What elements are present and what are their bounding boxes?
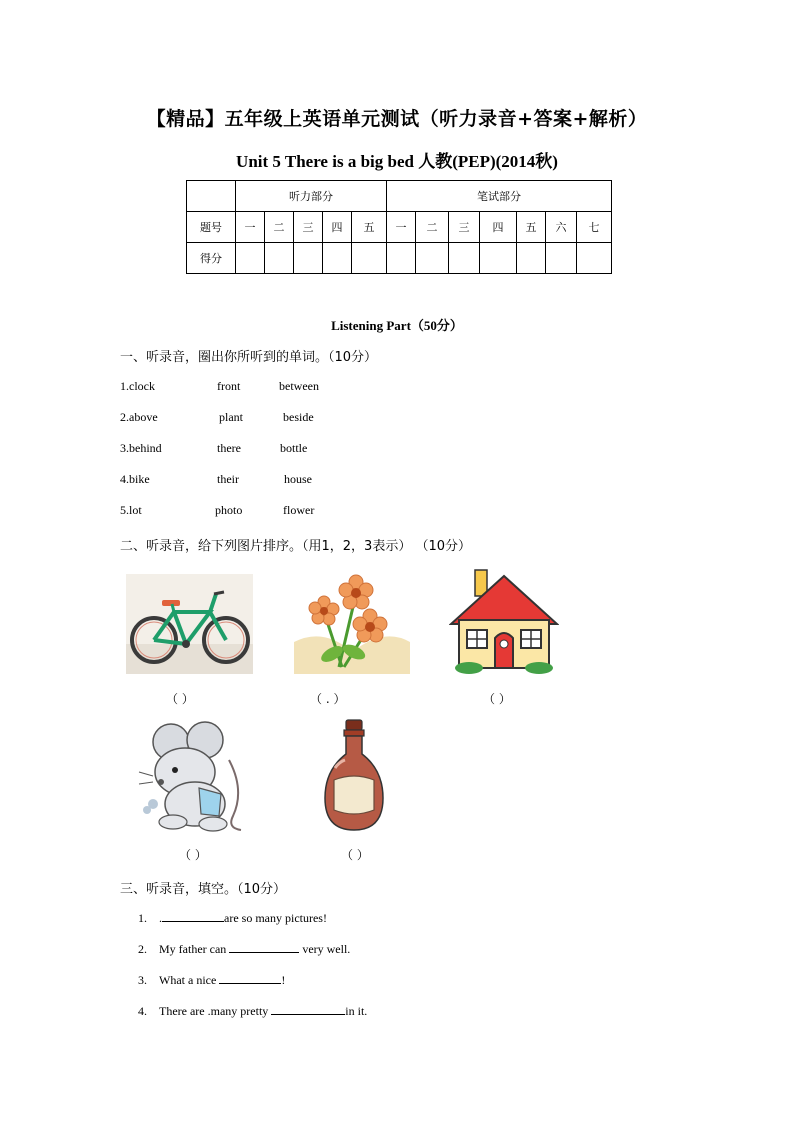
mouse-picture	[133, 720, 251, 834]
fill-post-text: in it.	[345, 1004, 368, 1018]
written-col: 一	[387, 212, 416, 243]
word-option[interactable]: front	[217, 379, 241, 393]
fill-blank[interactable]	[229, 940, 299, 953]
word-option[interactable]: beside	[283, 410, 314, 424]
score-cell[interactable]	[387, 243, 416, 274]
listening-col: 五	[352, 212, 387, 243]
word-option[interactable]: 3.behind	[120, 441, 162, 455]
page-title: 【精品】五年级上英语单元测试（听力录音+答案+解析）	[146, 108, 648, 130]
fill-item-number: 1.	[138, 911, 147, 925]
word-option[interactable]: photo	[215, 503, 243, 517]
written-col: 四	[480, 212, 517, 243]
word-option[interactable]: bottle	[280, 441, 308, 455]
fill-blank[interactable]	[162, 909, 224, 922]
score-cell[interactable]	[449, 243, 480, 274]
flower-icon	[294, 572, 410, 674]
fill-blank[interactable]	[219, 971, 281, 984]
score-cell[interactable]	[323, 243, 352, 274]
word-option[interactable]: house	[284, 472, 312, 486]
listening-col: 二	[265, 212, 294, 243]
word-option[interactable]: their	[217, 472, 239, 486]
page-subtitle: Unit 5 There is a big bed 人教(PEP)(2014秋)	[236, 152, 558, 171]
fill-pre-text: What a nice	[159, 973, 217, 987]
written-header: 笔试部分	[387, 181, 612, 212]
answer-paren[interactable]: （ . ）	[310, 692, 346, 706]
fill-post-text: very well.	[302, 942, 351, 956]
section2-heading: 二、听录音，给下列图片排序。（用1，2，3表示） （10分）	[120, 539, 471, 554]
section1-heading: 一、听录音，圈出你所听到的单词。（10分）	[120, 350, 378, 365]
bicycle-icon	[126, 574, 253, 674]
score-cell[interactable]	[546, 243, 577, 274]
fill-post-text: are so many pictures!	[224, 911, 327, 925]
word-option[interactable]: plant	[219, 410, 243, 424]
fill-blank[interactable]	[271, 1002, 345, 1015]
bottle-picture	[321, 718, 387, 834]
answer-paren[interactable]: （ ）	[179, 848, 207, 862]
fill-pre-text: .	[159, 911, 162, 925]
word-option[interactable]: there	[217, 441, 241, 455]
house-icon	[449, 568, 559, 676]
listening-header: 听力部分	[236, 181, 387, 212]
listening-col: 三	[294, 212, 323, 243]
fill-item	[138, 909, 327, 926]
table-corner-cell	[187, 181, 236, 212]
fill-item	[138, 971, 285, 988]
answer-paren[interactable]: （ ）	[483, 692, 511, 706]
written-col: 五	[517, 212, 546, 243]
word-option[interactable]: flower	[283, 503, 315, 517]
fill-post-text: !	[281, 973, 286, 987]
fill-item-number: 3.	[138, 973, 147, 987]
written-col: 六	[546, 212, 577, 243]
written-col: 三	[449, 212, 480, 243]
score-cell[interactable]	[517, 243, 546, 274]
listening-col: 四	[323, 212, 352, 243]
score-cell[interactable]	[577, 243, 612, 274]
answer-paren[interactable]: （ ）	[166, 692, 194, 706]
score-cell[interactable]	[352, 243, 387, 274]
word-option[interactable]: 5.lot	[120, 503, 142, 517]
fill-item	[138, 1002, 367, 1019]
word-option[interactable]: 2.above	[120, 410, 158, 424]
word-option[interactable]: 1.clock	[120, 379, 155, 393]
word-option[interactable]: 4.bike	[120, 472, 150, 486]
bottle-icon	[321, 718, 387, 834]
word-option[interactable]: between	[279, 379, 319, 393]
section3-heading: 三、听录音，填空。（10分）	[120, 882, 287, 897]
house-picture	[449, 568, 559, 676]
score-cell[interactable]	[265, 243, 294, 274]
fill-item	[138, 940, 350, 957]
fill-pre-text: There are .many pretty	[159, 1004, 269, 1018]
mouse-icon	[133, 720, 251, 834]
score-cell[interactable]	[236, 243, 265, 274]
answer-paren[interactable]: （ ）	[341, 848, 369, 862]
written-col: 七	[577, 212, 612, 243]
score-table	[186, 180, 612, 274]
written-col: 二	[416, 212, 449, 243]
fill-item-number: 4.	[138, 1004, 147, 1018]
bicycle-picture	[126, 574, 253, 674]
score-cell[interactable]	[416, 243, 449, 274]
score-cell[interactable]	[294, 243, 323, 274]
listening-part-title: Listening Part（50分）	[331, 318, 463, 333]
score-cell[interactable]	[480, 243, 517, 274]
flower-picture	[294, 572, 410, 674]
row-label-number: 题号	[187, 212, 236, 243]
row-label-score: 得分	[187, 243, 236, 274]
listening-col: 一	[236, 212, 265, 243]
fill-pre-text: My father can	[159, 942, 227, 956]
fill-item-number: 2.	[138, 942, 147, 956]
